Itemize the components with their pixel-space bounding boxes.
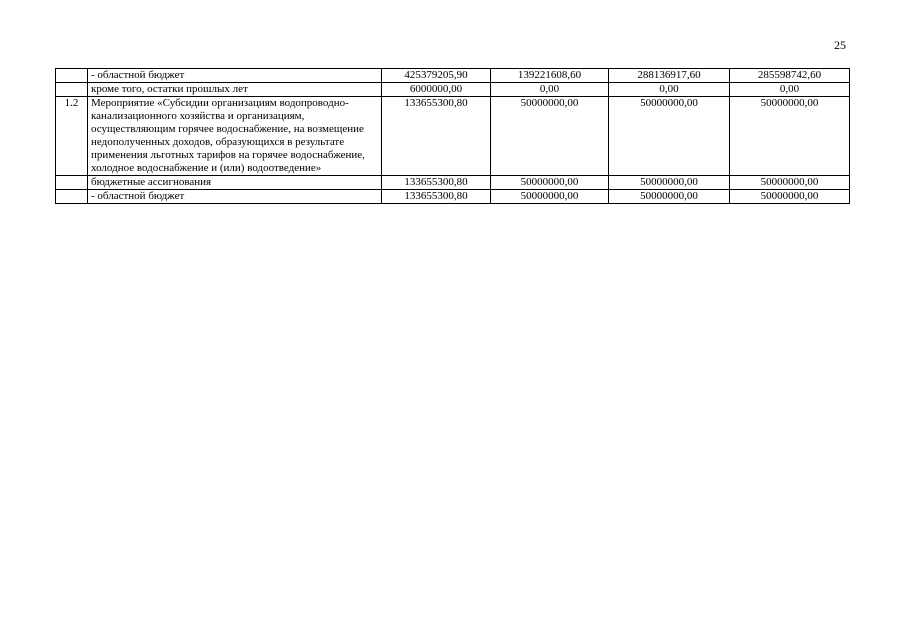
table-row — [56, 83, 850, 97]
value-cell: 133655300,80 — [382, 97, 491, 176]
value-cell: 288136917,60 — [609, 69, 730, 83]
table-row — [56, 190, 850, 204]
value-cell: 0,00 — [609, 83, 730, 97]
value-cell: 50000000,00 — [491, 190, 609, 204]
value-cell: 0,00 — [730, 83, 850, 97]
row-description: - областной бюджет — [88, 69, 382, 83]
value-cell: 133655300,80 — [382, 176, 491, 190]
value-cell: 425379205,90 — [382, 69, 491, 83]
table-row — [56, 97, 850, 176]
row-description: - областной бюджет — [88, 190, 382, 204]
value-cell: 50000000,00 — [609, 97, 730, 176]
table-row — [56, 69, 850, 83]
row-number — [56, 83, 88, 97]
row-description: Мероприятие «Субсидии организациям водопроводно-канализационного хозяйства и организациям, осуществляющим горячее водоснабжение, на возмещение недополученных доходов, образующихся в результате применения льготных тарифов на горячее водоснабжение, холодное водоснабжение и (или) водоотведение» — [88, 97, 382, 176]
value-cell: 0,00 — [491, 83, 609, 97]
value-cell: 50000000,00 — [730, 190, 850, 204]
row-number: 1.2 — [56, 97, 88, 176]
value-cell: 285598742,60 — [730, 69, 850, 83]
row-description: бюджетные ассигнования — [88, 176, 382, 190]
row-number — [56, 190, 88, 204]
value-cell: 50000000,00 — [609, 176, 730, 190]
value-cell: 6000000,00 — [382, 83, 491, 97]
value-cell: 50000000,00 — [609, 190, 730, 204]
row-description: кроме того, остатки прошлых лет — [88, 83, 382, 97]
row-number — [56, 69, 88, 83]
value-cell: 50000000,00 — [491, 97, 609, 176]
value-cell: 50000000,00 — [730, 176, 850, 190]
table-row — [56, 176, 850, 190]
value-cell: 133655300,80 — [382, 190, 491, 204]
value-cell: 50000000,00 — [730, 97, 850, 176]
row-number — [56, 176, 88, 190]
page-number: 25 — [834, 38, 846, 52]
budget-table — [55, 68, 850, 204]
value-cell: 50000000,00 — [491, 176, 609, 190]
value-cell: 139221608,60 — [491, 69, 609, 83]
